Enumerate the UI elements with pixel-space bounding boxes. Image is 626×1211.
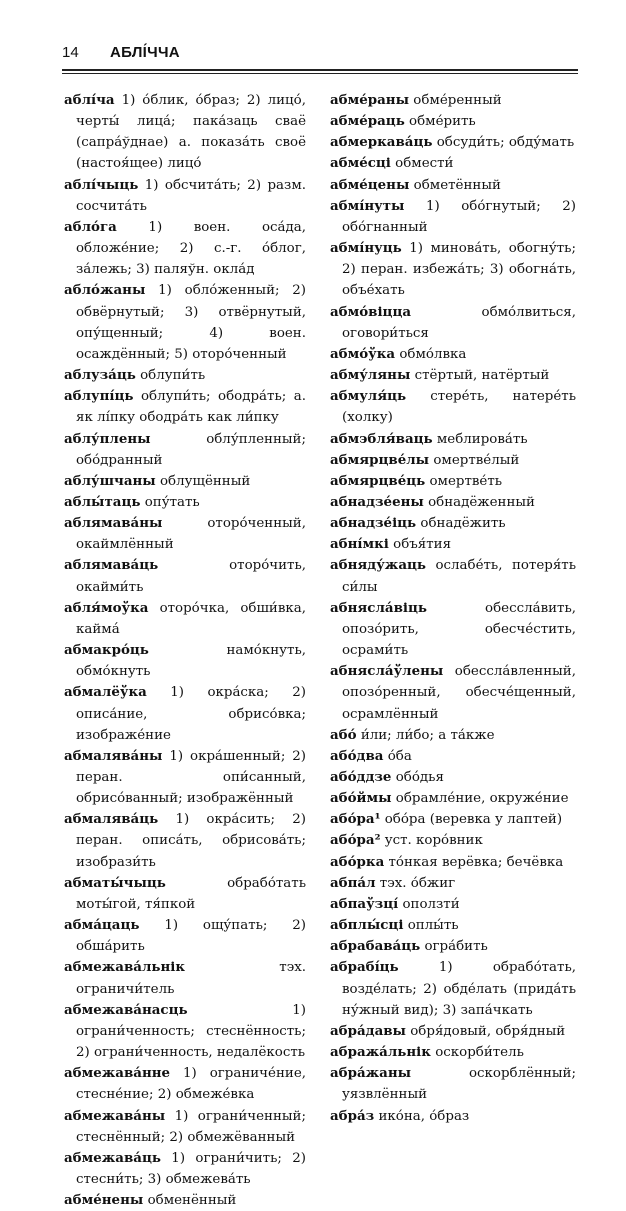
entry-headword: абмалява́ць (64, 811, 159, 828)
entry-headword: або́ра¹ (330, 811, 381, 828)
entry-definition: огра́бить (424, 939, 488, 955)
entry-definition: обметённый (413, 177, 501, 193)
header-rule-thin (62, 73, 578, 74)
entry-definition: 1) о́блик, о́браз; 2) лицо́, черты́ лица́; пака́заць сваё (сапра́ўднае) а. показа́ть своё (настоя́щее) лицо́ (76, 93, 306, 172)
dictionary-entry (330, 788, 576, 809)
entry-headword: абража́льнік (330, 1044, 431, 1061)
entry-definition: 1) минова́ть, обогну́ть; 2) перан. избежа́ть; 3) обогна́ть, объе́хать (342, 241, 576, 299)
entry-definition: и́ли; ли́бо; а та́кже (360, 727, 495, 743)
entry-headword: або́два (330, 747, 384, 764)
dictionary-entry (330, 386, 576, 428)
dictionary-entry (330, 1042, 576, 1063)
dictionary-entry (64, 365, 306, 386)
entry-definition: облущённый (159, 473, 251, 489)
page-number: 14 (62, 44, 79, 61)
entry-definition: оплы́ть (407, 918, 459, 934)
dictionary-entry (64, 429, 306, 471)
entry-definition: обме́рить (409, 114, 476, 130)
entry-headword: абло́жаны (64, 282, 146, 299)
entry-definition: 1) окра́шенный; 2) перан. опи́санный, обрисо́ванный; изображённый (76, 748, 306, 807)
entry-headword: абмо́віцца (330, 303, 412, 320)
entry-definition: тэх. ограничи́тель (76, 960, 306, 997)
dictionary-entry (64, 1190, 306, 1211)
entry-definition: 1) ограни́чить; 2) стесни́ть; 3) обмежева́ть (76, 1150, 306, 1187)
entry-headword: абняду́жаць (330, 557, 426, 574)
dictionary-entry (330, 534, 576, 555)
entry-headword: абні́мкі (330, 536, 389, 553)
entry-definition: оскорблённый; уязвлённый (342, 1066, 576, 1103)
entry-definition: обнадёженный (428, 494, 535, 510)
entry-definition: облупи́ть (140, 368, 206, 384)
dictionary-entry (64, 809, 306, 872)
entry-definition: ико́на, о́браз (378, 1108, 470, 1124)
dictionary-entry (330, 852, 576, 873)
entry-headword: аблы́таць (64, 493, 141, 510)
dictionary-entry (64, 280, 306, 365)
entry-definition: 1) окра́ска; 2) описа́ние, обрисо́вка; изображе́ние (76, 685, 306, 743)
entry-definition: облупи́ть; ободра́ть; а. як лі́пку ободра́ть как ли́пку (76, 389, 306, 426)
dictionary-entry (330, 471, 576, 492)
entry-definition: 1) обрабо́тать, возде́лать; 2) обде́лать (прида́ть ну́жный вид); 3) запа́чкать (342, 960, 576, 1018)
dictionary-entry (330, 1063, 576, 1105)
dictionary-entry (330, 915, 576, 936)
entry-headword: абмярцве́ць (330, 472, 426, 489)
dictionary-entry (64, 915, 306, 957)
entry-headword: абме́раны (330, 92, 410, 108)
entry-headword: абнадзе́іць (330, 515, 417, 532)
entry-definition: 1) обло́женный; 2) обвёрнутый; 3) отвёрнутый, опу́щенный; 4) воен. осаждённый; 5) оторо́ченный (76, 283, 306, 362)
entry-headword: абнясла́віць (330, 599, 427, 616)
entry-definition: омертве́ть (429, 473, 503, 489)
entry-headword: абму́ляны (330, 367, 411, 384)
entry-headword: абра́жаны (330, 1065, 412, 1082)
entry-definition: облу́пленный; обо́дранный (76, 431, 306, 468)
left-column (64, 90, 307, 1209)
dictionary-entry (64, 492, 306, 513)
dictionary-entry (330, 196, 576, 238)
entry-definition: обессла́вить, опозо́рить, обесче́стить, осрами́ть (342, 600, 576, 659)
dictionary-entry (330, 894, 576, 915)
dictionary-entry (330, 957, 576, 1020)
entry-definition: 1) ограни́ченность; стеснённость; 2) ограни́ченность, недалёкость (76, 1002, 306, 1061)
entry-headword: аблу́плены (64, 430, 151, 447)
entry-definition: опу́тать (144, 494, 200, 510)
entry-headword: або́ддзе (330, 769, 392, 785)
entry-headword: абма́цаць (64, 917, 140, 934)
entry-headword: аблуза́ць (64, 367, 136, 384)
entry-headword: аблупі́ць (64, 388, 134, 405)
dictionary-entry (330, 873, 576, 894)
entry-definition: оторо́чить, окайми́ть (76, 558, 306, 595)
entry-definition: обнадёжить (420, 516, 506, 532)
dictionary-entry (330, 936, 576, 957)
dictionary-entry (64, 513, 306, 555)
entry-definition: обрабо́тать моты́гой, тя́пкой (76, 875, 306, 912)
running-head: АБЛІ́ЧЧА (110, 44, 180, 61)
dictionary-entry (64, 598, 306, 640)
entry-headword: абрабава́ць (330, 938, 421, 955)
dictionary-entry (330, 90, 576, 111)
right-column (330, 90, 576, 1124)
entry-headword: аблямава́ць (64, 557, 159, 574)
entry-headword: абмалёўка (64, 684, 147, 701)
entry-definition: меблирова́ть (436, 431, 528, 447)
entry-headword: абнадзе́ены (330, 493, 424, 510)
entry-headword: аблямава́ны (64, 515, 163, 532)
entry-headword: абмежава́льнік (64, 959, 186, 976)
entry-definition: оползти́ (402, 896, 460, 912)
entry-headword: аблі́ча (64, 92, 115, 108)
dictionary-entry (330, 450, 576, 471)
dictionary-entry (64, 90, 306, 175)
entry-definition: о́ба (387, 748, 412, 764)
entry-definition: 1) ограниче́ние, стесне́ние; 2) обмеже́вка (76, 1066, 306, 1103)
entry-headword: абмуля́ць (330, 388, 407, 405)
entry-headword: або́ра² (330, 832, 381, 849)
entry-definition: обмо́лвиться, оговори́ться (342, 304, 576, 341)
dictionary-entry (64, 1148, 306, 1190)
dictionary-entry (330, 429, 576, 450)
dictionary-entry (330, 598, 576, 661)
dictionary-entry (64, 1106, 306, 1148)
dictionary-entry (330, 344, 576, 365)
entry-definition: 1) воен. оса́да, обложе́ние; 2) с.-г. о́блог, за́лежь; 3) паляўн. окла́д (76, 219, 306, 278)
entry-definition: 1) обо́гнутый; 2) обо́гнанный (342, 198, 576, 235)
dictionary-entry (64, 175, 306, 217)
entry-definition: уст. коро́вник (384, 833, 483, 849)
dictionary-entry (64, 1000, 306, 1063)
entry-definition: 1) ограни́ченный; стеснённый; 2) обмежёванный (76, 1108, 306, 1145)
entry-definition: ослабе́ть, потеря́ть си́лы (342, 558, 576, 595)
entry-definition: оскорби́тель (435, 1045, 524, 1061)
entry-definition: обмо́лвка (399, 346, 467, 362)
entry-definition: объя́тия (393, 537, 452, 553)
entry-headword: абмі́нуты (330, 197, 405, 214)
entry-headword: абматы́чыць (64, 874, 166, 891)
entry-headword: абмежава́нне (64, 1065, 171, 1082)
entry-headword: абме́нены (64, 1192, 144, 1209)
entry-definition: 1) обсчита́ть; 2) разм. сосчита́ть (76, 177, 306, 214)
entry-definition: стёртый, натёртый (414, 368, 550, 384)
entry-definition: обменённый (147, 1193, 237, 1209)
entry-headword: або́ймы (330, 790, 392, 807)
entry-headword: аблу́шчаны (64, 472, 156, 489)
entry-definition: обо́ра (веревка у лаптей) (384, 812, 563, 828)
dictionary-entry (330, 809, 576, 830)
dictionary-entry (330, 365, 576, 386)
entry-headword: абплы́сці (330, 917, 404, 934)
page-header (62, 36, 578, 76)
entry-headword: або́ (330, 726, 357, 743)
entry-headword: абме́цены (330, 176, 410, 193)
entry-headword: абме́сці (330, 155, 391, 172)
entry-definition: обме́ренный (413, 93, 502, 108)
dictionary-entry (64, 471, 306, 492)
entry-headword: абмеркава́ць (330, 134, 433, 151)
entry-definition: оторо́ченный, окаймлённый (76, 516, 306, 553)
entry-definition: 1) ощу́пать; 2) обша́рить (76, 918, 306, 955)
entry-headword: абмі́нуць (330, 240, 402, 257)
dictionary-entry (330, 746, 576, 767)
entry-definition: омертве́лый (433, 452, 520, 468)
entry-headword: або́рка (330, 853, 385, 870)
entry-definition: обря́довый, обря́дный (410, 1023, 566, 1039)
dictionary-entry (330, 513, 576, 534)
dictionary-entry (330, 492, 576, 513)
dictionary-entry (330, 767, 576, 788)
dictionary-entry (64, 682, 306, 745)
entry-headword: абмярцве́лы (330, 451, 430, 468)
dictionary-entry (330, 1106, 576, 1127)
header-rule-thick (62, 69, 578, 71)
entry-headword: абрабі́ць (330, 959, 399, 976)
entry-headword: абло́га (64, 218, 117, 235)
entry-definition: намо́кнуть, обмо́кнуть (76, 643, 306, 680)
dictionary-entry (64, 555, 306, 597)
dictionary-entry (330, 132, 576, 153)
entry-definition: тэх. о́бжиг (379, 875, 456, 891)
entry-definition: обсуди́ть; обду́мать (436, 135, 575, 151)
entry-headword: абмэбля́ваць (330, 430, 433, 447)
entry-headword: абме́раць (330, 113, 405, 130)
dictionary-entry (64, 957, 306, 999)
entry-definition: то́нкая верёвка; бечёвка (388, 854, 564, 870)
entry-headword: абмо́ўка (330, 345, 396, 362)
dictionary-entry (330, 238, 576, 301)
entry-definition: 1) окра́сить; 2) перан. описа́ть, обрисова́ть; изобрази́ть (76, 812, 307, 870)
entry-definition: обрамле́ние, окруже́ние (395, 791, 569, 807)
dictionary-entry (330, 302, 576, 344)
entry-headword: абля́моўка (64, 599, 149, 616)
dictionary-entry (330, 111, 576, 132)
dictionary-entry (330, 725, 576, 746)
dictionary-entry (330, 153, 576, 174)
dictionary-entry (64, 873, 306, 915)
dictionary-entry (330, 1021, 576, 1042)
entry-headword: абра́з (330, 1107, 375, 1124)
entry-headword: абмежава́насць (64, 1001, 188, 1018)
dictionary-entry (64, 746, 306, 809)
entry-definition: стере́ть, натере́ть (холку) (342, 389, 576, 426)
dictionary-entry (330, 661, 576, 724)
dictionary-entry (64, 1063, 306, 1105)
entry-headword: абмакро́ць (64, 642, 149, 659)
entry-headword: аблі́чыць (64, 176, 139, 193)
entry-headword: абмежава́ць (64, 1149, 161, 1166)
dictionary-entry (64, 640, 306, 682)
entry-definition: оторо́чка, обши́вка, каймá (76, 600, 306, 637)
entry-definition: обмести́ (395, 156, 454, 172)
dictionary-entry (64, 217, 306, 280)
entry-headword: абпа́л (330, 874, 376, 891)
entry-definition: обессла́вленный, опозо́ренный, обесче́щенный, осрамлённый (342, 664, 576, 722)
entry-headword: абра́давы (330, 1022, 406, 1039)
dictionary-entry (330, 830, 576, 851)
entry-headword: абнясла́ўлены (330, 663, 444, 680)
entry-definition: обо́дья (395, 770, 444, 785)
dictionary-entry (330, 175, 576, 196)
entry-headword: абмалява́ны (64, 747, 163, 764)
dictionary-entry (330, 555, 576, 597)
entry-headword: абпаўзці́ (330, 895, 399, 912)
dictionary-entry (64, 386, 306, 428)
entry-headword: абмежава́ны (64, 1107, 166, 1124)
